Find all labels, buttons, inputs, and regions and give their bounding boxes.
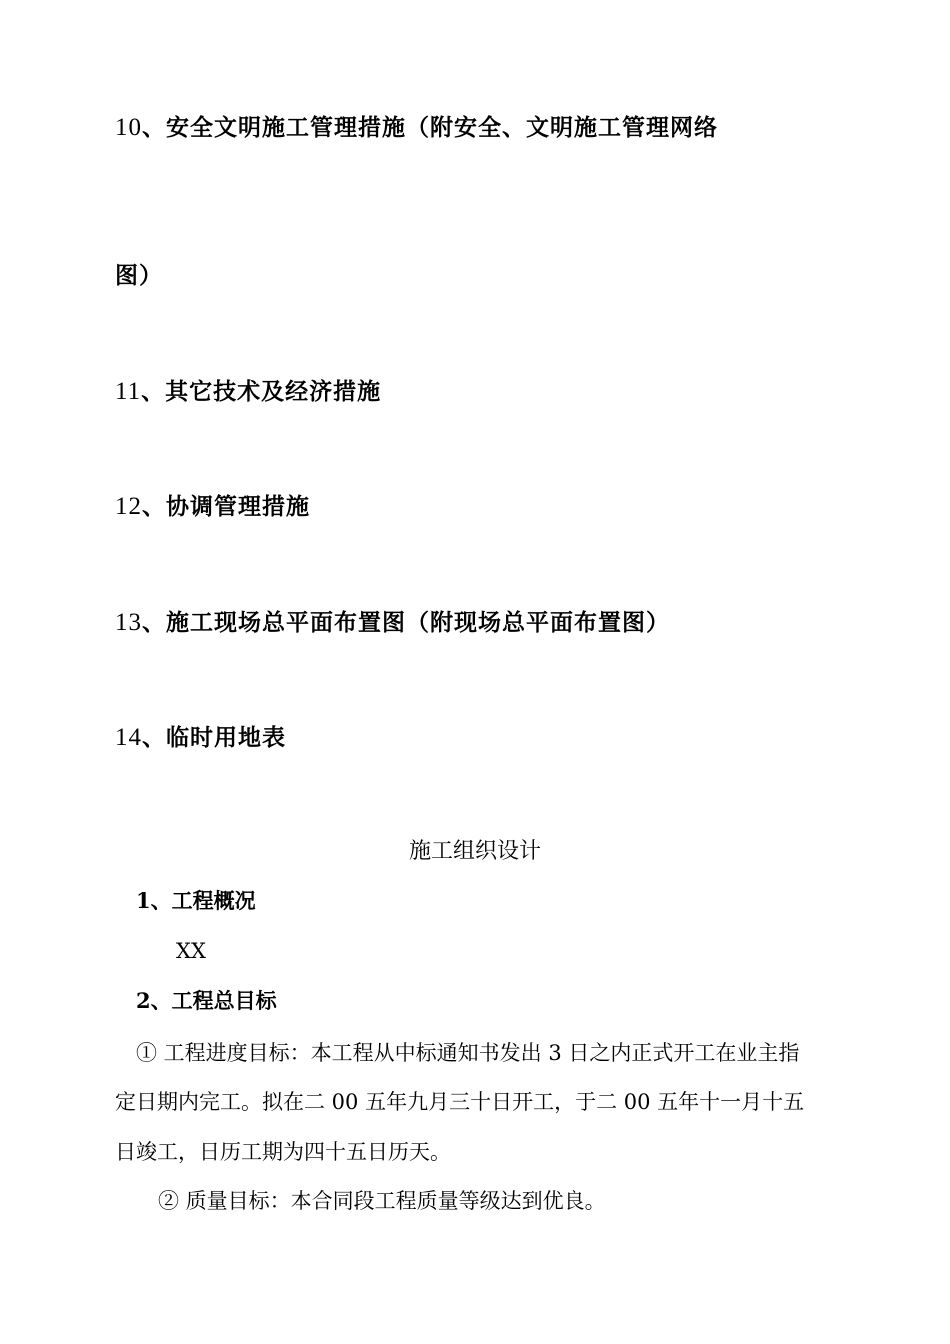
document-title: 施工组织设计 xyxy=(408,839,541,864)
toc-item-number: 12 xyxy=(115,493,142,520)
toc-item-text: 、协调管理措施 xyxy=(142,493,310,520)
toc-item-14 xyxy=(115,722,286,754)
toc-item-number: 10 xyxy=(115,114,142,141)
goal-line-1: ① 工程进度目标：本工程从中标通知书发出 3 日之内正式开工在业主指 xyxy=(136,1041,800,1065)
toc-item-number: 11 xyxy=(115,378,142,405)
toc-item-10-continued xyxy=(115,260,163,292)
toc-item-11 xyxy=(115,376,381,408)
goal-line-2: 定日期内完工。拟在二 00 五年九月三十日开工，于二 00 五年十一月十五 xyxy=(115,1090,805,1114)
toc-item-number: 14 xyxy=(115,724,142,751)
toc-item-text: 、安全文明施工管理措施（附安全、文明施工管理网络 xyxy=(142,114,718,141)
toc-item-12 xyxy=(115,491,310,523)
goal-line-3: 日竣工，日历工期为四十五日历天。 xyxy=(115,1140,451,1164)
goal-line-4: ② 质量目标：本合同段工程质量等级达到优良。 xyxy=(158,1189,606,1213)
toc-item-10 xyxy=(115,112,718,144)
toc-item-number: 13 xyxy=(115,609,142,636)
toc-item-text: 、施工现场总平面布置图（附现场总平面布置图） xyxy=(142,609,670,636)
section-heading-overview: 1、工程概况 xyxy=(136,888,256,913)
toc-item-text: 、其它技术及经济措施 xyxy=(141,378,382,405)
toc-item-text: 图） xyxy=(115,262,163,289)
toc-item-13 xyxy=(115,607,670,639)
toc-item-text: 、临时用地表 xyxy=(142,724,286,751)
section-heading-goals: 2、工程总目标 xyxy=(136,988,277,1013)
overview-body: XX xyxy=(176,939,206,963)
